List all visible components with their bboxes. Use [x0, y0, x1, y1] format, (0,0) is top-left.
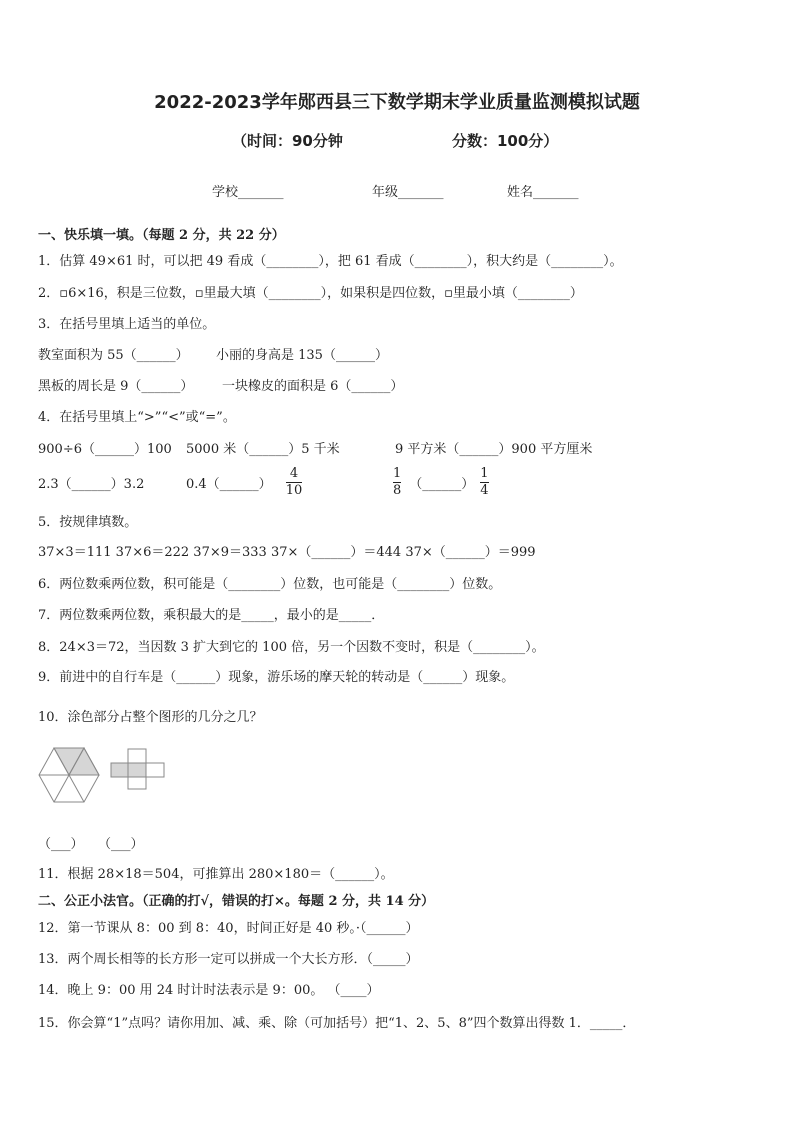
- question-3-d: 一块橡皮的面积是 6（______）: [222, 379, 404, 394]
- question-8: 8．24×3＝72，当因数 3 扩大到它的 100 倍，另一个因数不变时，积是（________）。: [38, 640, 545, 655]
- question-13: 13．两个周长相等的长方形一定可以拼成一个大长方形．（_____）: [38, 952, 419, 967]
- question-7: 7．两位数乘两位数，乘积最大的是_____，最小的是_____．: [38, 608, 385, 623]
- question-5-stem: 5．按规律填数。: [38, 515, 138, 530]
- section-2-heading: 二、公正小法官。（正确的打√，错误的打×。每题 2 分，共 14 分）: [38, 894, 435, 909]
- exam-time: （时间：90分钟: [232, 132, 343, 150]
- question-11: 11．根据 28×18＝504，可推算出 280×180＝（______）。: [38, 867, 394, 882]
- question-3-c: 黑板的周长是 9（______）: [38, 379, 194, 394]
- question-4-e-left: 0.4（______）: [186, 476, 272, 492]
- question-4-d: 2.3（______）3.2: [38, 477, 145, 492]
- fraction-numerator: 1: [393, 465, 402, 481]
- question-15: 15．你会算“1”点吗？请你用加、减、乘、除（可加括号）把“1、2、5、8”四个数算出得数 1．_____．: [38, 1016, 636, 1031]
- question-4-f-blank: （______）: [409, 476, 475, 492]
- question-4-stem: 4．在括号里填上“>”“<”或“=”。: [38, 410, 236, 425]
- fraction-one-eighth: [393, 466, 401, 499]
- fraction-denominator: 4: [480, 482, 489, 498]
- question-10-answer-2: （___）: [98, 837, 144, 852]
- shaded-square: [128, 763, 146, 777]
- grade-field: 年级_______: [372, 185, 444, 200]
- fraction-four-tenths: [286, 466, 303, 499]
- square-cell: [128, 777, 146, 789]
- page-title: 2022-2023学年郧西县三下数学期末学业质量监测模拟试题: [154, 92, 640, 113]
- fraction-one-quarter: [480, 466, 488, 499]
- fraction-numerator: 1: [480, 465, 489, 481]
- question-10-answer-1: （___）: [38, 837, 84, 852]
- question-4-f: [393, 462, 489, 502]
- exam-score: 分数：100分）: [452, 132, 559, 150]
- question-3-stem: 3．在括号里填上适当的单位。: [38, 317, 216, 332]
- question-4-e: [186, 462, 302, 502]
- fraction-denominator: 10: [285, 482, 303, 498]
- question-14: 14．晚上 9：00 用 24 时计时法表示是 9：00。 （____）: [38, 983, 380, 998]
- section-1-heading: 一、快乐填一填。（每题 2 分，共 22 分）: [38, 228, 285, 243]
- square-cell: [146, 763, 164, 777]
- fraction-numerator: 4: [289, 465, 299, 481]
- question-1: 1．估算 49×61 时，可以把 49 看成（________），把 61 看成（________），积大约是（________）。: [38, 254, 623, 269]
- question-10-stem: 10．涂色部分占整个图形的几分之几？: [38, 710, 263, 725]
- question-4-a: 900÷6（______）100: [38, 442, 172, 457]
- question-3-b: 小丽的身高是 135（______）: [216, 348, 388, 363]
- cross-figure: [110, 748, 166, 790]
- question-3-a: 教室面积为 55（______）: [38, 348, 189, 363]
- school-field: 学校_______: [212, 185, 284, 200]
- question-4-c: 9 平方米（______）900 平方厘米: [395, 442, 593, 457]
- question-12: 12．第一节课从 8：00 到 8：40，时间正好是 40 秒。·（______）: [38, 921, 419, 936]
- fraction-denominator: 8: [393, 482, 402, 498]
- question-5-line: 37×3＝111 37×6＝222 37×9＝333 37×（______）＝444 37×（______）＝999: [38, 545, 536, 560]
- square-cell: [128, 749, 146, 763]
- shaded-square: [111, 763, 129, 777]
- question-9: 9．前进中的自行车是（______）现象，游乐场的摩天轮的转动是（______）现象。: [38, 670, 515, 685]
- name-field: 姓名_______: [507, 185, 579, 200]
- hexagon-figure: [38, 746, 100, 804]
- question-4-b: 5000 米（______）5 千米: [186, 442, 340, 457]
- question-2: 2．▫6×16，积是三位数，▫里最大填（________），如果积是四位数，▫里最小填（________）: [38, 286, 583, 301]
- question-6: 6．两位数乘两位数，积可能是（________）位数，也可能是（________）位数。: [38, 577, 502, 592]
